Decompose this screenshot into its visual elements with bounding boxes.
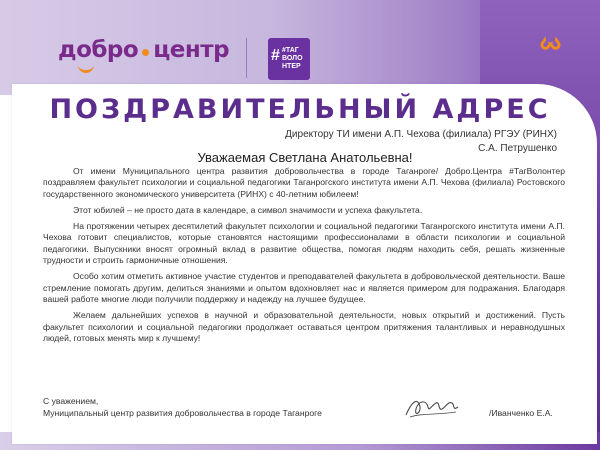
heart-icon (541, 38, 563, 52)
badge-line-2: ВОЛО (282, 55, 303, 62)
logo-text-right: центр (153, 37, 230, 63)
closing-line-1: С уважением, (43, 396, 99, 406)
handwritten-signature (402, 393, 462, 423)
dobro-centr-logo (58, 37, 229, 63)
logo-divider (246, 38, 247, 78)
logo-dot-icon (142, 49, 149, 56)
paragraph-2: Этот юбилей – не просто дата в календаре, а символ значимости и успеха факультета. (73, 204, 423, 215)
hash-icon: # (271, 47, 280, 64)
signer-name: /Иванченко Е.А. (489, 408, 553, 418)
paragraph-5: Желаем дальнейших успехов в научной и образовательной деятельности, новых открытий и достижений. Пусть факультет психологии и социальной педагогики продолжает оставаться центром притяжения талантливых и неравнодушных людей, готовых менять мир к лучшему! (43, 310, 565, 343)
tagvolonter-badge (268, 38, 310, 80)
addressee-line-1: Директору ТИ имени А.П. Чехова (филиала) РГЭУ (РИНХ) (285, 129, 557, 140)
paragraph-4: Особо хотим отметить активное участие студентов и преподавателей факультета в добровольческой деятельности. Ваше стремление помогать другим, делиться знаниями и опытом вдохновляет нас и является примером для подражания. Благодаря вашей работе многие люди получили поддержку и надежду на лучшее будущее. (43, 271, 565, 304)
badge-line-1: #ТАГ (282, 47, 299, 54)
paragraph-1: От имени Муниципального центра развития добровольчества в городе Таганроге/ Добро.Центра #ТагВолонтер поздравляем факультет психологии и социальной педагогики Таганрогского института имени А.П. Чехова (филиала) Ростовского государственного экономического университета (РИНХ) с 40-летним юбилеем! (43, 166, 565, 199)
page-title: ПОЗДРАВИТЕЛЬНЫЙ АДРЕС (49, 94, 551, 125)
letter-body (43, 166, 565, 349)
closing-line-2: Муниципальный центр развития добровольчества в городе Таганроге (43, 407, 322, 418)
addressee-line-2: С.А. Петрушенко (478, 143, 557, 154)
paragraph-3: На протяжении четырех десятилетий факультет психологии и социальной педагогики Таганрогского института имени А.П. Чехова готовит специалистов, которые становятся настоящими профессионалами в области психологии и социальной педагогики. Выпускники вносят огромный вклад в развитие общества, помогая людям находить себя, решать жизненные трудности и строить гармоничные отношения. (43, 221, 565, 266)
closing-block (43, 396, 322, 419)
greeting: Уважаемая Светлана Анатольевна! (197, 150, 413, 165)
badge-line-3: НТЕР (282, 63, 301, 70)
logo-text-left: добро (58, 37, 139, 63)
